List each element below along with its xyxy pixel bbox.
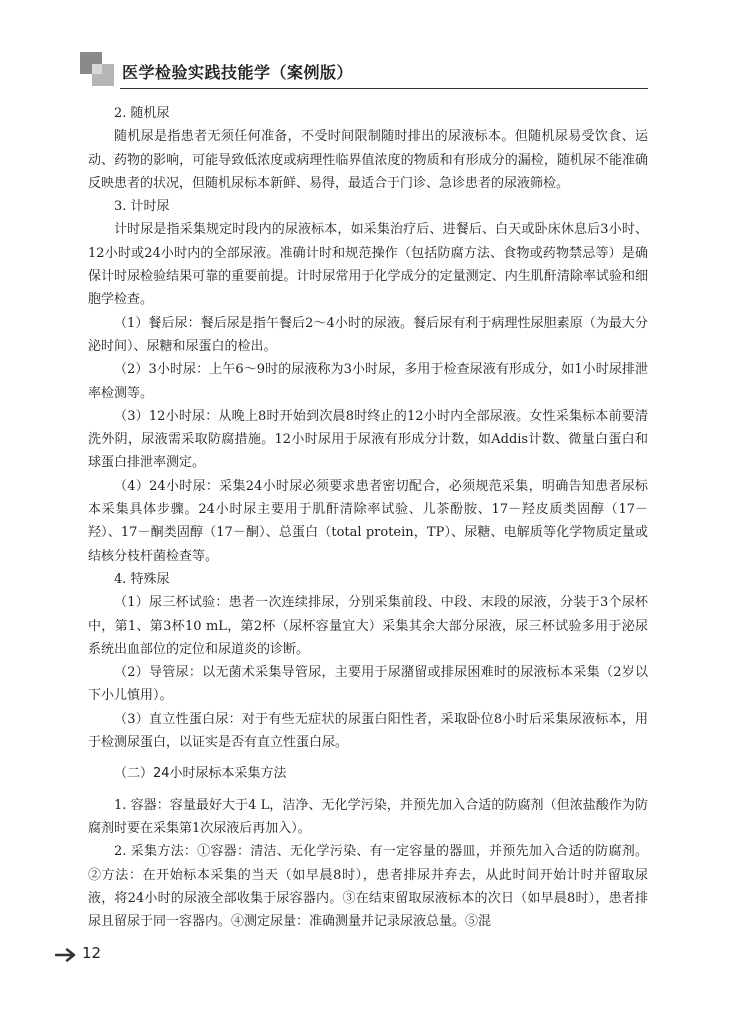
paragraph: 2. 采集方法：①容器：清洁、无化学污染、有一定容量的器皿，并预先加入合适的防腐剂。②方法：在开始标本采集的当天（如早晨8时），患者排尿并弃去，从此时间开始计时并留取尿液，将24小时的尿液全部收集于尿容器内。③在结束留取尿液标本的次日（如早晨8时），患者排尿且留尿于同一容器内。④测定尿量：准确测量并记录尿液总量。⑤混 xyxy=(88,844,648,930)
paragraph: （3）12小时尿：从晚上8时开始到次晨8时终止的12小时内全部尿液。女性采集标本前要清洗外阴，尿液需采取防腐措施。12小时尿用于尿液有形成分计数，如Addis计数、微量白蛋白和球蛋白排泄率测定。 xyxy=(88,408,648,471)
arrow-right-icon xyxy=(55,948,77,962)
subsection-heading: （二）24小时尿标本采集方法 xyxy=(114,766,287,782)
header-logo-icon xyxy=(80,52,114,86)
paragraph: （2）导管尿：以无菌术采集导管尿，主要用于尿潴留或排尿困难时的尿液标本采集（2岁以下小儿慎用）。 xyxy=(88,665,648,704)
section-heading: 4. 特殊尿 xyxy=(114,571,170,587)
page-number: 12 xyxy=(82,944,102,962)
paragraph: （2）3小时尿：上午6～9时的尿液称为3小时尿，多用于检查尿液有形成分，如1小时尿排泄率检测等。 xyxy=(88,362,648,401)
header-title: 医学检验实践技能学（案例版） xyxy=(122,63,354,82)
paragraph: 计时尿是指采集规定时段内的尿液标本，如采集治疗后、进餐后、白天或卧床休息后3小时、12小时或24小时内的全部尿液。准确计时和规范操作（包括防腐方法、食物或药物禁忌等）是确保计时尿检验结果可靠的重要前提。计时尿常用于化学成分的定量测定、内生肌酐清除率试验和细胞学检查。 xyxy=(88,222,648,308)
paragraph: （1）尿三杯试验：患者一次连续排尿，分别采集前段、中段、末段的尿液，分装于3个尿杯中，第1、第3杯10 mL，第2杯（尿杯容量宜大）采集其余大部分尿液，尿三杯试验多用于泌尿系统出血部位的定位和尿道炎的诊断。 xyxy=(88,595,648,657)
subsection-24h-collection xyxy=(88,762,648,933)
paragraph: （1）餐后尿：餐后尿是指午餐后2～4小时的尿液。餐后尿有利于病理性尿胆素原（为最大分泌时间）、尿糖和尿蛋白的检出。 xyxy=(88,315,648,354)
section-random-urine xyxy=(88,102,648,195)
page-header xyxy=(80,52,648,90)
paragraph: 1. 容器：容量最好大于4 L，洁净、无化学污染，并预先加入合适的防腐剂（但浓盐酸作为防腐剂时要在采集第1次尿液后再加入）。 xyxy=(88,797,648,836)
section-heading: 2. 随机尿 xyxy=(114,106,170,121)
header-divider xyxy=(120,88,648,89)
section-special-urine xyxy=(88,568,648,754)
paragraph: （4）24小时尿：采集24小时尿必须要求患者密切配合，必须规范采集，明确告知患者尿标本采集具体步骤。24小时尿主要用于肌酐清除率试验、儿茶酚胺、17－羟皮质类固醇（17－羟）、17－酮类固醇（17－酮）、总蛋白（total protein，TP）、尿糖、电解质等化学物质定量或结核分枝杆菌检查等。 xyxy=(88,478,648,564)
section-heading: 3. 计时尿 xyxy=(114,199,170,215)
page-content xyxy=(88,102,648,933)
paragraph: （3）直立性蛋白尿：对于有些无症状的尿蛋白阳性者，采取卧位8小时后采集尿液标本，用于检测尿蛋白，以证实是否有直立性蛋白尿。 xyxy=(88,711,648,751)
section-timed-urine xyxy=(88,195,648,568)
paragraph: 随机尿是指患者无须任何准备，不受时间限制随时排出的尿液标本。但随机尿易受饮食、运动、药物的影响，可能导致低浓度或病理性临界值浓度的物质和有形成分的漏检，随机尿不能准确反映患者的状况，但随机尿标本新鲜、易得，最适合于门诊、急诊患者的尿液筛检。 xyxy=(88,129,648,191)
